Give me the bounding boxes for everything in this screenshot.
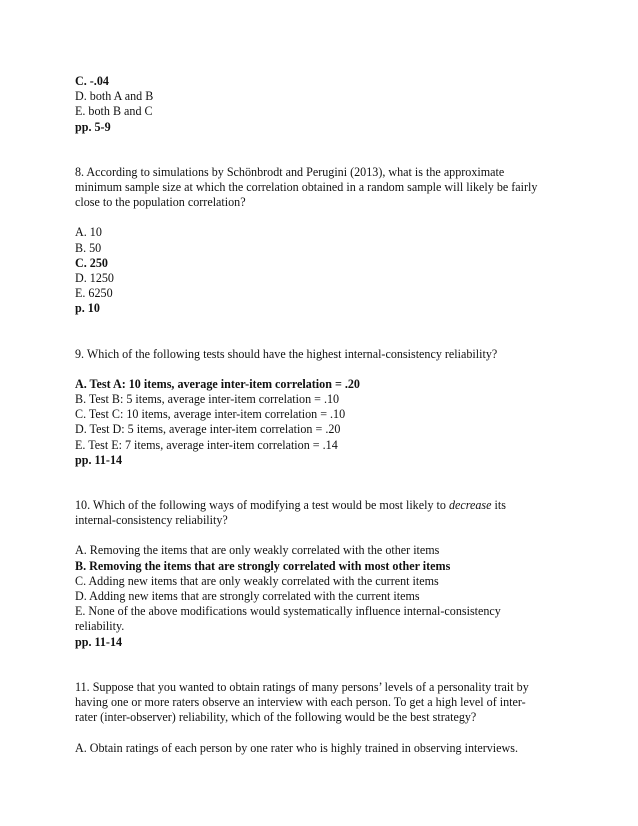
q9-page-reference: pp. 11-14 (75, 452, 123, 467)
question-7-tail (75, 74, 575, 135)
document-page (75, 74, 575, 756)
q10-stem-line: internal-consistency reliability? (75, 513, 228, 528)
question-8 (75, 165, 575, 317)
q7-option-c-correct: C. -.04 (75, 74, 109, 88)
q10-stem-line (75, 498, 575, 513)
q8-option-b: B. 50 (75, 240, 102, 255)
q10-stem-emphasis: decrease (448, 498, 492, 513)
q10-option-a: A. Removing the items that are only weakly correlated with the other items (75, 543, 440, 558)
q8-option-e: E. 6250 (75, 286, 113, 301)
q8-option-a: A. 10 (75, 225, 102, 240)
q11-stem-line: having one or more raters observe an interview with each person. To get a high level of inter- (75, 695, 526, 710)
q9-stem: 9. Which of the following tests should have the highest internal-consistency reliability? (75, 346, 498, 361)
q8-option-d: D. 1250 (75, 271, 114, 286)
q8-stem-line: close to the population correlation? (75, 195, 246, 210)
q9-option-b: B. Test B: 5 items, average inter-item correlation = .10 (75, 392, 340, 407)
q7-option-d: D. both A and B (75, 89, 154, 104)
q10-option-e: E. None of the above modifications would systematically influence internal-consistency (75, 604, 501, 619)
q7-page-reference: pp. 5-9 (75, 119, 111, 134)
q10-option-c: C. Adding new items that are only weakly correlated with the current items (75, 573, 439, 588)
q8-option-c-correct: C. 250 (75, 255, 108, 270)
q9-option-d: D. Test D: 5 items, average inter-item correlation = .20 (75, 422, 341, 437)
q8-stem-line: minimum sample size at which the correlation obtained in a random sample will likely be fairly (75, 180, 538, 195)
question-10 (75, 498, 575, 650)
q11-stem-line: 11. Suppose that you wanted to obtain ratings of many persons’ levels of a personality trait by (75, 679, 529, 694)
q11-option-a: A. Obtain ratings of each person by one rater who is highly trained in observing interviews. (75, 740, 518, 755)
q11-stem-line: rater (inter-observer) reliability, which of the following would be the best strategy? (75, 710, 477, 725)
q9-option-e: E. Test E: 7 items, average inter-item correlation = .14 (75, 437, 338, 452)
q10-option-d: D. Adding new items that are strongly correlated with the current items (75, 589, 420, 604)
q10-option-e: reliability. (75, 619, 125, 634)
q10-option-b-correct: B. Removing the items that are strongly correlated with most other items (75, 558, 451, 573)
q9-option-c: C. Test C: 10 items, average inter-item correlation = .10 (75, 407, 346, 422)
question-11 (75, 680, 575, 756)
question-9 (75, 347, 575, 468)
q10-stem-text: 10. Which of the following ways of modifying a test would be most likely to (75, 498, 449, 513)
q8-page-reference: p. 10 (75, 301, 100, 316)
q8-stem-line: 8. According to simulations by Schönbrodt and Perugini (2013), what is the approximate (75, 164, 505, 179)
q10-stem-text: its (491, 498, 506, 513)
q10-page-reference: pp. 11-14 (75, 634, 123, 649)
q9-option-a-correct: A. Test A: 10 items, average inter-item correlation = .20 (75, 376, 360, 391)
q7-option-e: E. both B and C (75, 104, 153, 119)
